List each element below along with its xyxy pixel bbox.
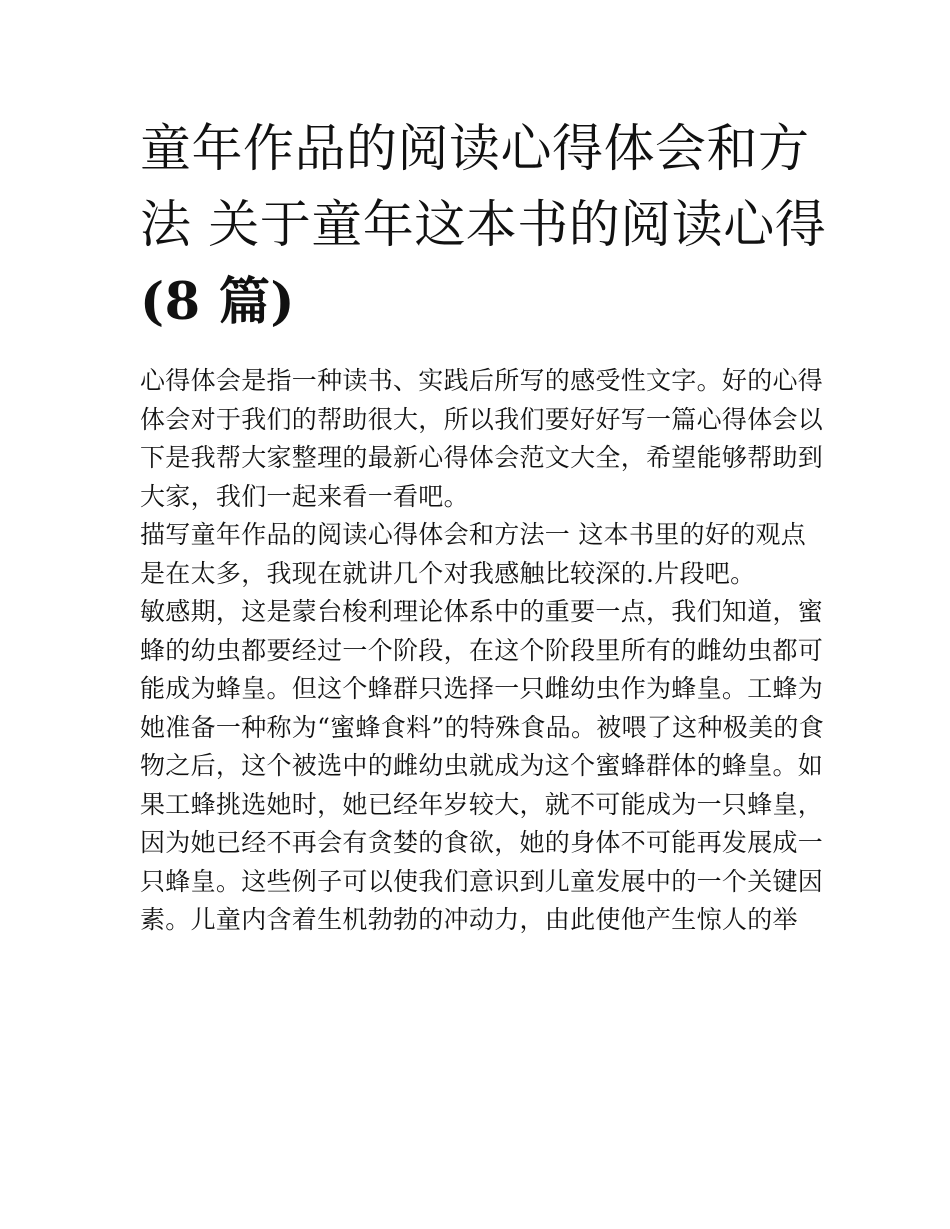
text-line: 是在太多，我现在就讲几个对我感触比较深的.片段吧。 (140, 558, 756, 588)
text-line: 大家，我们一起来看一看吧。 (140, 481, 469, 511)
text-line: 因为她已经不再会有贪婪的食欲，她的身体不可能再发展成一 (140, 828, 824, 857)
title-line-1: 童年作品的阅读心得体会和方 (140, 120, 810, 179)
title-line-3: (8 篇) (140, 272, 296, 332)
document-page (140, 112, 827, 940)
document-body (140, 362, 824, 940)
text-line: 下是我帮大家整理的最新心得体会范文大全，希望能够帮助到 (140, 443, 824, 472)
text-line: 蜂的幼虫都要经过一个阶段，在这个阶段里所有的雌幼虫都可 (140, 635, 824, 665)
text-line: 体会对于我们的帮助很大，所以我们要好好写一篇心得体会以 (140, 404, 824, 434)
text-line: 素。儿童内含着生机勃勃的冲动力，由此使他产生惊人的举 (140, 905, 798, 934)
text-line: 心得体会是指一种读书、实践后所写的感受性文字。好的心得 (140, 366, 824, 395)
text-line: 能成为蜂皇。但这个蜂群只选择一只雌幼虫作为蜂皇。工蜂为 (140, 674, 824, 703)
text-line: 只蜂皇。这些例子可以使我们意识到儿童发展中的一个关键因 (140, 866, 824, 896)
text-line: 她准备一种称为“蜜蜂食料”的特殊食品。被喂了这种极美的食 (140, 712, 824, 742)
text-line: 敏感期，这是蒙台梭利理论体系中的重要一点，我们知道，蜜 (140, 597, 824, 626)
paragraph-sensitive-period (140, 593, 824, 940)
document-title (140, 112, 827, 340)
paragraph-intro (140, 362, 824, 516)
text-line: 果工蜂挑选她时，她已经年岁较大，就不可能成为一只蜂皇， (140, 789, 824, 819)
text-line: 描写童年作品的阅读心得体会和方法一 这本书里的好的观点 (140, 520, 807, 549)
paragraph-section-one (140, 516, 820, 593)
title-line-2: 法 关于童年这本书的阅读心得 (140, 196, 827, 255)
text-line: 物之后，这个被选中的雌幼虫就成为这个蜜蜂群体的蜂皇。如 (140, 751, 824, 780)
